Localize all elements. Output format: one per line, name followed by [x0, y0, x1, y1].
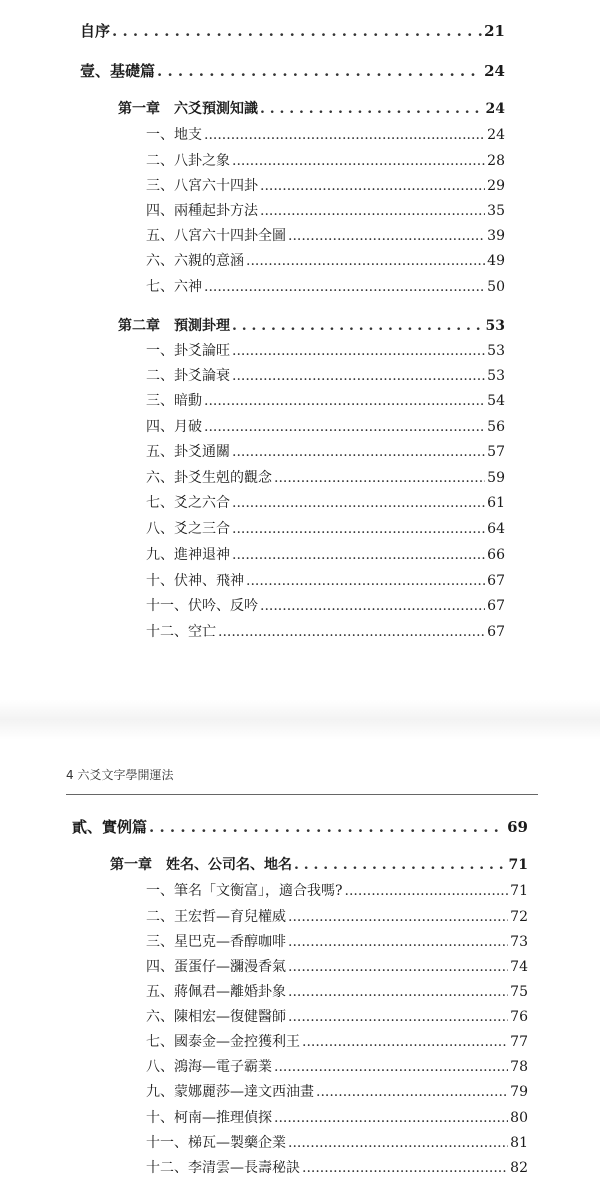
toc-title: 三、暗動	[146, 393, 202, 409]
toc-page-number: 29	[487, 178, 505, 194]
dot-leader	[232, 153, 485, 169]
toc-title: 二、卦爻論衰	[146, 368, 230, 384]
toc-page-number: 78	[510, 1059, 528, 1075]
toc-page-number: 67	[487, 573, 505, 589]
toc-title: 一、筆名「文衡富」，適合我嗎?	[146, 883, 343, 899]
toc-title: 七、國泰金—金控獲利王	[146, 1034, 300, 1050]
toc-section	[146, 570, 505, 590]
toc-title: 三、八宮六十四卦	[146, 178, 258, 194]
toc-section	[146, 200, 505, 220]
toc-title: 第一章 姓名、公司名、地名	[110, 857, 292, 873]
toc-title: 二、王宏哲—育兒權威	[146, 909, 286, 925]
toc-title: 第二章 預測卦理	[118, 318, 230, 334]
toc-section	[146, 1081, 528, 1101]
toc-section	[146, 880, 528, 900]
toc-section	[146, 1056, 528, 1076]
toc-section	[146, 390, 505, 410]
toc-page-2	[0, 740, 600, 1176]
toc-page-number: 59	[487, 470, 505, 486]
toc-page-number: 73	[510, 934, 528, 950]
toc-title: 四、兩種起卦方法	[146, 203, 258, 219]
toc-title: 九、進神退神	[146, 547, 230, 563]
toc-section	[146, 492, 505, 512]
toc-section	[146, 931, 528, 951]
toc-title: 二、八卦之象	[146, 153, 230, 169]
dot-leader	[232, 547, 485, 563]
toc-page-number: 71	[508, 857, 528, 873]
toc-title: 六、六親的意涵	[146, 253, 244, 269]
dot-leader	[204, 127, 485, 143]
toc-page-number: 77	[510, 1034, 528, 1050]
toc-chapter	[118, 315, 505, 335]
toc-section	[146, 621, 505, 641]
toc-title: 十、伏神、飛神	[146, 573, 244, 589]
toc-page-number: 64	[487, 521, 505, 537]
dot-leader	[246, 253, 485, 269]
toc-title: 八、鴻海—電子霸業	[146, 1059, 272, 1075]
dot-leader	[204, 419, 485, 435]
toc-section	[146, 416, 505, 436]
toc-page-number: 53	[485, 318, 505, 334]
toc-title: 十、柯南—推理偵探	[146, 1110, 272, 1126]
toc-title: 四、蛋蛋仔—瀰漫香氣	[146, 959, 286, 975]
toc-part	[80, 20, 505, 41]
dot-leader	[260, 203, 485, 219]
dot-leader	[260, 598, 485, 614]
toc-page-number: 75	[510, 984, 528, 1000]
toc-title: 十二、李清雲—長壽秘訣	[146, 1160, 300, 1176]
toc-title: 三、星巴克—香醇咖啡	[146, 934, 286, 950]
toc-section	[146, 1132, 528, 1152]
toc-page-number: 53	[487, 343, 505, 359]
dot-leader	[232, 495, 485, 511]
dot-leader	[246, 573, 485, 589]
toc-title: 一、卦爻論旺	[146, 343, 230, 359]
toc-section	[146, 250, 505, 270]
dot-leader	[288, 1009, 508, 1025]
dot-leader	[288, 909, 508, 925]
dot-leader	[274, 470, 485, 486]
toc-title: 九、蒙娜麗莎—達文西油畫	[146, 1084, 314, 1100]
toc-section	[146, 365, 505, 385]
toc-page-number: 69	[507, 818, 528, 836]
toc-title: 十一、梯瓦—製藥企業	[146, 1135, 286, 1151]
dot-leader	[294, 857, 507, 873]
toc-page-number: 24	[484, 62, 505, 80]
toc-page-number: 35	[487, 203, 505, 219]
dot-leader	[232, 368, 485, 384]
dot-leader	[232, 521, 485, 537]
toc-title: 十二、空亡	[146, 624, 216, 640]
toc-page-number: 71	[510, 883, 528, 899]
toc-page-number: 50	[487, 279, 505, 295]
dot-leader	[232, 318, 484, 334]
toc-page-number: 79	[510, 1084, 528, 1100]
toc-section	[146, 544, 505, 564]
toc-page-number: 82	[510, 1160, 528, 1176]
toc-section	[146, 467, 505, 487]
toc-title: 十一、伏吟、反吟	[146, 598, 258, 614]
dot-leader	[157, 62, 482, 80]
toc-title: 六、陳相宏—復健醫師	[146, 1009, 286, 1025]
toc-page-number: 24	[485, 101, 505, 117]
toc-section	[146, 956, 528, 976]
dot-leader	[204, 393, 485, 409]
dot-leader	[149, 818, 505, 836]
toc-section	[146, 175, 505, 195]
toc-page-number: 39	[487, 228, 505, 244]
toc-section	[146, 150, 505, 170]
dot-leader	[218, 624, 485, 640]
toc-section	[146, 340, 505, 360]
toc-page-number: 67	[487, 624, 505, 640]
dot-leader	[274, 1110, 508, 1126]
toc-page-number: 61	[487, 495, 505, 511]
toc-chapter	[118, 98, 505, 118]
dot-leader	[288, 959, 508, 975]
dot-leader	[260, 101, 484, 117]
toc-page-number: 49	[487, 253, 505, 269]
toc-section	[146, 906, 528, 926]
dot-leader	[288, 1135, 508, 1151]
toc-page-number: 28	[487, 153, 505, 169]
toc-title: 貳、實例篇	[72, 818, 148, 836]
toc-section	[146, 518, 505, 538]
dot-leader	[274, 1059, 508, 1075]
dot-leader	[232, 444, 485, 460]
toc-title: 第一章 六爻預測知識	[118, 101, 258, 117]
dot-leader	[260, 178, 485, 194]
dot-leader	[288, 228, 485, 244]
toc-title: 自序	[80, 22, 111, 40]
header-rule	[66, 794, 538, 795]
toc-page-number: 56	[487, 419, 505, 435]
toc-section	[146, 276, 505, 296]
toc-title: 八、爻之三合	[146, 521, 230, 537]
toc-page-number: 21	[484, 22, 505, 40]
toc-title: 五、八宮六十四卦全圖	[146, 228, 286, 244]
toc-title: 六、卦爻生剋的觀念	[146, 470, 272, 486]
dot-leader	[288, 934, 508, 950]
dot-leader	[112, 22, 482, 40]
toc-section	[146, 1006, 528, 1026]
page-gap	[0, 700, 600, 740]
dot-leader	[288, 984, 508, 1000]
toc-section	[146, 225, 505, 245]
toc-chapter	[110, 854, 528, 874]
toc-page-number: 24	[487, 127, 505, 143]
toc-page-number: 54	[487, 393, 505, 409]
toc-page-number: 76	[510, 1009, 528, 1025]
toc-page-number: 80	[510, 1110, 528, 1126]
toc-section	[146, 981, 528, 1001]
toc-title: 壹、基礎篇	[80, 62, 156, 80]
dot-leader	[345, 883, 509, 899]
toc-section	[146, 1031, 528, 1051]
toc-section	[146, 595, 505, 615]
toc-page-number: 67	[487, 598, 505, 614]
toc-section	[146, 1107, 528, 1127]
toc-title: 四、月破	[146, 419, 202, 435]
toc-part	[72, 816, 528, 837]
toc-title: 五、卦爻通關	[146, 444, 230, 460]
toc-section	[146, 441, 505, 461]
toc-section	[146, 124, 505, 144]
toc-page-number: 72	[510, 909, 528, 925]
dot-leader	[302, 1160, 508, 1176]
toc-page-number: 53	[487, 368, 505, 384]
toc-title: 七、六神	[146, 279, 202, 295]
toc-page-number: 57	[487, 444, 505, 460]
dot-leader	[204, 279, 485, 295]
running-header: 4 六爻文字學開運法	[66, 768, 174, 782]
dot-leader	[302, 1034, 508, 1050]
toc-title: 一、地支	[146, 127, 202, 143]
toc-page-number: 74	[510, 959, 528, 975]
toc-page-number: 81	[510, 1135, 528, 1151]
dot-leader	[316, 1084, 508, 1100]
dot-leader	[232, 343, 485, 359]
toc-page-number: 66	[487, 547, 505, 563]
toc-title: 五、蔣佩君—離婚卦象	[146, 984, 286, 1000]
toc-part	[80, 60, 505, 81]
toc-section	[146, 1157, 528, 1177]
toc-title: 七、爻之六合	[146, 495, 230, 511]
